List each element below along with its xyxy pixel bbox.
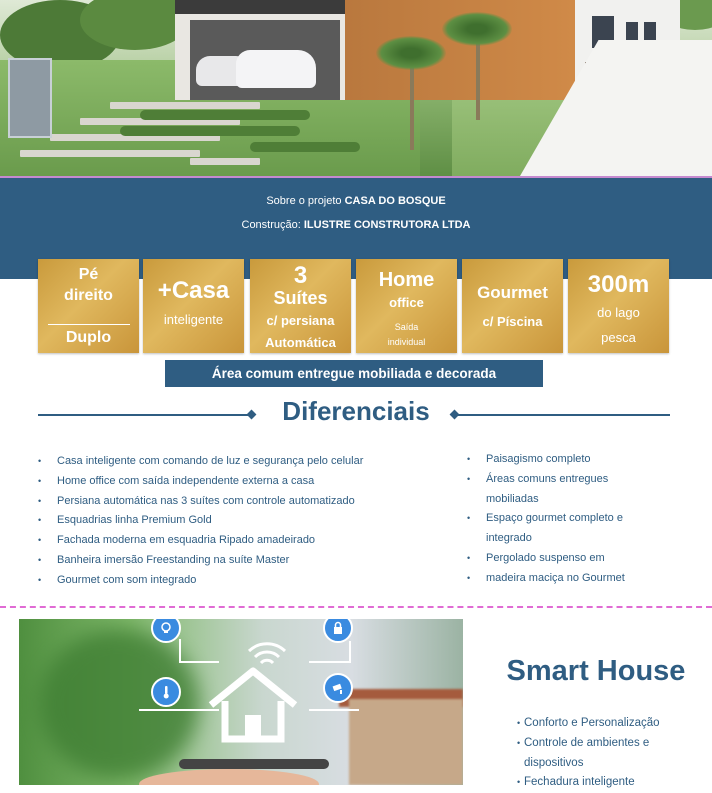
list-item: mobiliadas [486,492,539,505]
connector-line [179,661,219,663]
differentials-list-right [467,450,625,589]
project-builder-prefix: Construção: [241,219,301,231]
list-item: • Esquadrias linha Premium Gold [38,514,212,527]
list-item: • Banheira imersão Freestanding na suíte Master [38,553,290,566]
differentials-title: Diferenciais [282,396,430,426]
list-item: • Espaço gourmet completo e [467,512,623,525]
feature-card-mid: office [389,295,424,310]
feature-card-rule [48,324,130,325]
feature-card-mid: direito [64,287,113,304]
feature-card-bottom: Duplo [65,329,112,346]
smartphone [179,759,329,769]
thermometer-icon [151,677,181,707]
feature-card-casa-inteligente [143,259,244,353]
feature-card-home-office [356,259,457,353]
feature-card-bottom: c/ Píscina [482,314,543,329]
hero-step [190,158,260,165]
list-item: • Gourmet com som integrado [38,573,197,586]
feature-card-bottom: pesca [601,330,636,345]
connector-line [349,641,351,661]
hero-pergola [175,0,360,14]
common-area-banner: Área comum entregue mobiliada e decorada [165,360,543,387]
list-item: • Fechadura inteligente [517,776,635,789]
feature-card-gourmet [462,259,563,353]
hero-palm-crown [442,12,512,46]
feature-card-suites [250,259,351,353]
hero-house-render [0,0,712,176]
feature-card-mid: do lago [597,305,640,320]
smart-house-title: Smart House [506,655,686,687]
feature-card-bottom: Automática [265,335,336,350]
hero-hedge [250,142,360,152]
project-builder-line [0,219,712,231]
smart-house-list [517,714,660,793]
hero-step [20,150,200,157]
feature-card-pe-direito [38,259,139,353]
list-item: • Áreas comuns entregues [467,472,609,485]
project-name: CASA DO BOSQUE [344,195,446,207]
list-item: • Controle de ambientes e [517,736,650,749]
list-item: • madeira maciça no Gourmet [467,571,625,584]
list-item: • Fachada moderna em esquadria Ripado amadeirado [38,534,316,547]
differentials-list-left [38,452,364,591]
hero-palm [476,40,480,120]
list-item: dispositivos [524,756,584,769]
hand-holding-phone [139,769,319,785]
list-item: • Conforto e Personalização [517,717,660,729]
feature-card-bottom: inteligente [163,312,224,327]
lock-icon [323,619,353,643]
feature-card-top: +Casa [157,277,230,304]
house-icon [205,665,301,743]
smart-house-image [19,619,463,785]
hero-palm-crown [376,36,446,70]
project-about-line [0,195,712,207]
feature-card-sub: Saída [394,322,419,332]
list-item: • Casa inteligente com comando de luz e segurança pelo celular [38,455,364,467]
lightbulb-icon [151,619,181,643]
connector-line [309,709,359,711]
feature-card-bottom: individual [387,337,426,347]
feature-card-top: 300m [587,271,650,298]
feature-card-top: Gourmet [477,283,548,302]
section-divider-right [456,414,670,416]
feature-card-mid: Suítes [273,288,328,308]
hero-car [236,50,316,88]
project-about-prefix: Sobre o projeto [266,195,342,207]
dashed-divider [0,606,712,608]
hero-entry-box [8,58,52,138]
feature-card-top: Home [378,269,435,291]
connector-line [309,661,351,663]
feature-card-top: Pé [78,266,99,283]
feature-card-lago [568,259,669,353]
hero-hedge [140,110,310,120]
hero-hedge [120,126,300,136]
list-item: integrado [486,532,532,545]
feature-card-sub: c/ persiana [266,313,335,328]
list-item: • Home office com saída independente externa a casa [38,474,315,487]
connector-line [179,639,181,661]
feature-card-top: 3 [293,262,308,289]
list-item: • Pergolado suspenso em [467,551,605,564]
smart-image-building [349,699,463,785]
project-builder-name: ILUSTRE CONSTRUTORA LTDA [303,219,471,231]
hero-palm [410,60,414,150]
camera-icon [323,673,353,703]
list-item: • Persiana automática nas 3 suítes com controle automatizado [38,494,355,507]
hero-step [110,102,260,109]
list-item: • Paisagismo completo [467,453,591,465]
